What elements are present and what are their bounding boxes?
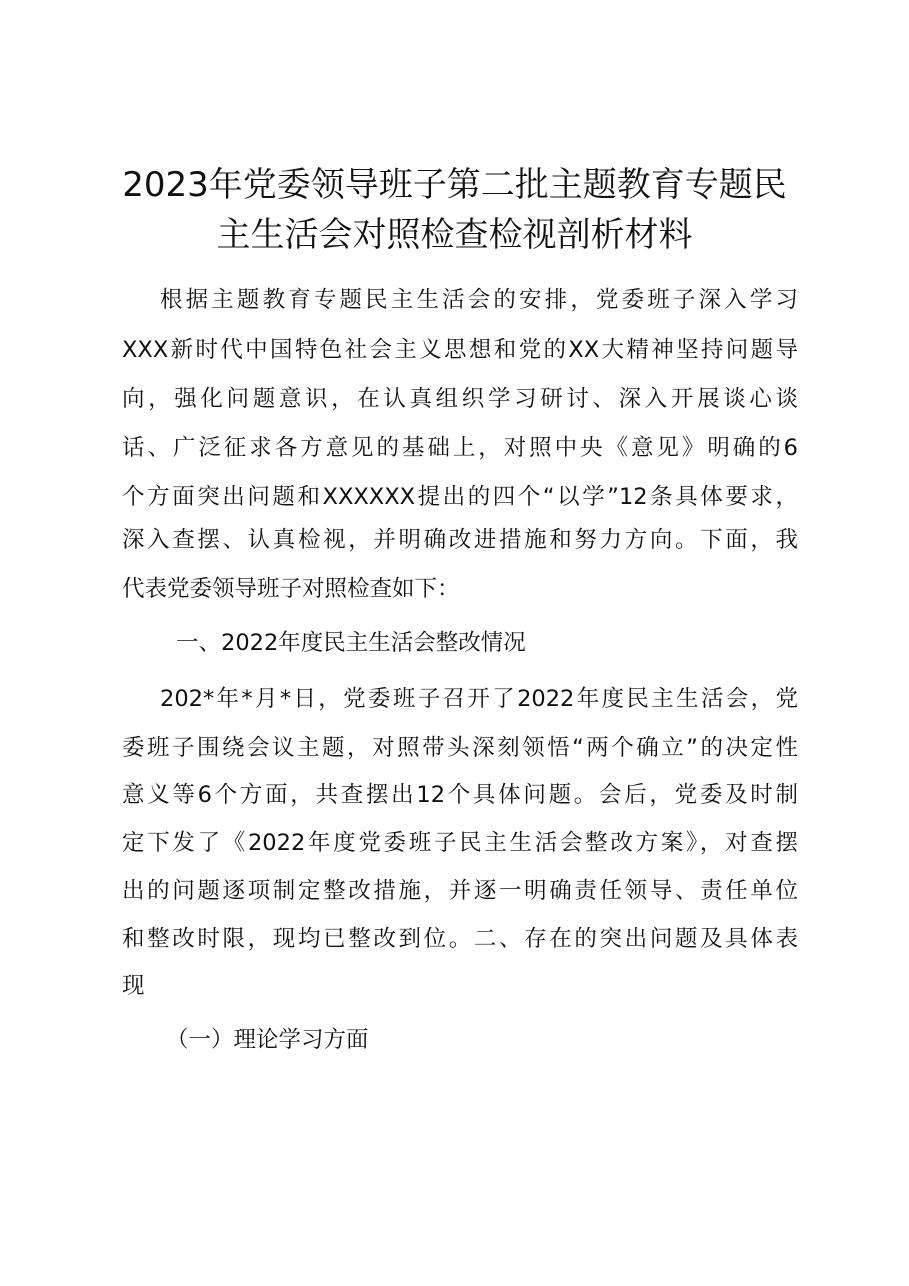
section-heading-1: 一、2022年度民主生活会整改情况 xyxy=(176,630,526,656)
intro-paragraph-line-5: 个方面突出问题和XXXXXX提出的四个“以学”12条具体要求， xyxy=(122,484,798,510)
section-1-paragraph-line-6: 和整改时限，现均已整改到位。二、存在的突出问题及具体表 xyxy=(122,926,798,952)
intro-paragraph-line-1: 根据主题教育专题民主生活会的安排，党委班子深入学习 xyxy=(160,287,798,313)
intro-paragraph-line-2: XXX新时代中国特色社会主义思想和党的XX大精神坚持问题导 xyxy=(122,337,798,363)
section-1-paragraph-line-1: 202*年*月*日，党委班子召开了2022年度民主生活会，党 xyxy=(160,686,798,712)
section-1-paragraph-line-7: 现 xyxy=(122,973,145,999)
section-1-paragraph-line-5: 出的问题逐项制定整改措施，并逐一明确责任领导、责任单位 xyxy=(122,878,798,904)
section-1-paragraph-line-2: 委班子围绕会议主题，对照带头深刻领悟“两个确立”的决定性 xyxy=(122,735,798,761)
section-1-paragraph-line-4: 定下发了《2022年度党委班子民主生活会整改方案》，对查摆 xyxy=(122,830,798,856)
intro-paragraph-line-3: 向，强化问题意识，在认真组织学习研讨、深入开展谈心谈 xyxy=(122,386,798,412)
subsection-heading-1: （一）理论学习方面 xyxy=(166,1027,369,1053)
document-title-line-2: 主生活会对照检查检视剖析材料 xyxy=(216,215,693,255)
intro-paragraph-line-6: 深入查摆、认真检视，并明确改进措施和努力方向。下面，我 xyxy=(122,527,798,553)
document-title-line-1: 2023年党委领导班子第二批主题教育专题民 xyxy=(122,165,787,205)
intro-paragraph-line-4: 话、广泛征求各方意见的基础上，对照中央《意见》明确的6 xyxy=(122,435,798,461)
section-1-paragraph-line-3: 意义等6个方面，共查摆出12个具体问题。会后，党委及时制 xyxy=(122,782,798,808)
intro-paragraph-line-7: 代表党委领导班子对照检查如下： xyxy=(122,576,460,602)
